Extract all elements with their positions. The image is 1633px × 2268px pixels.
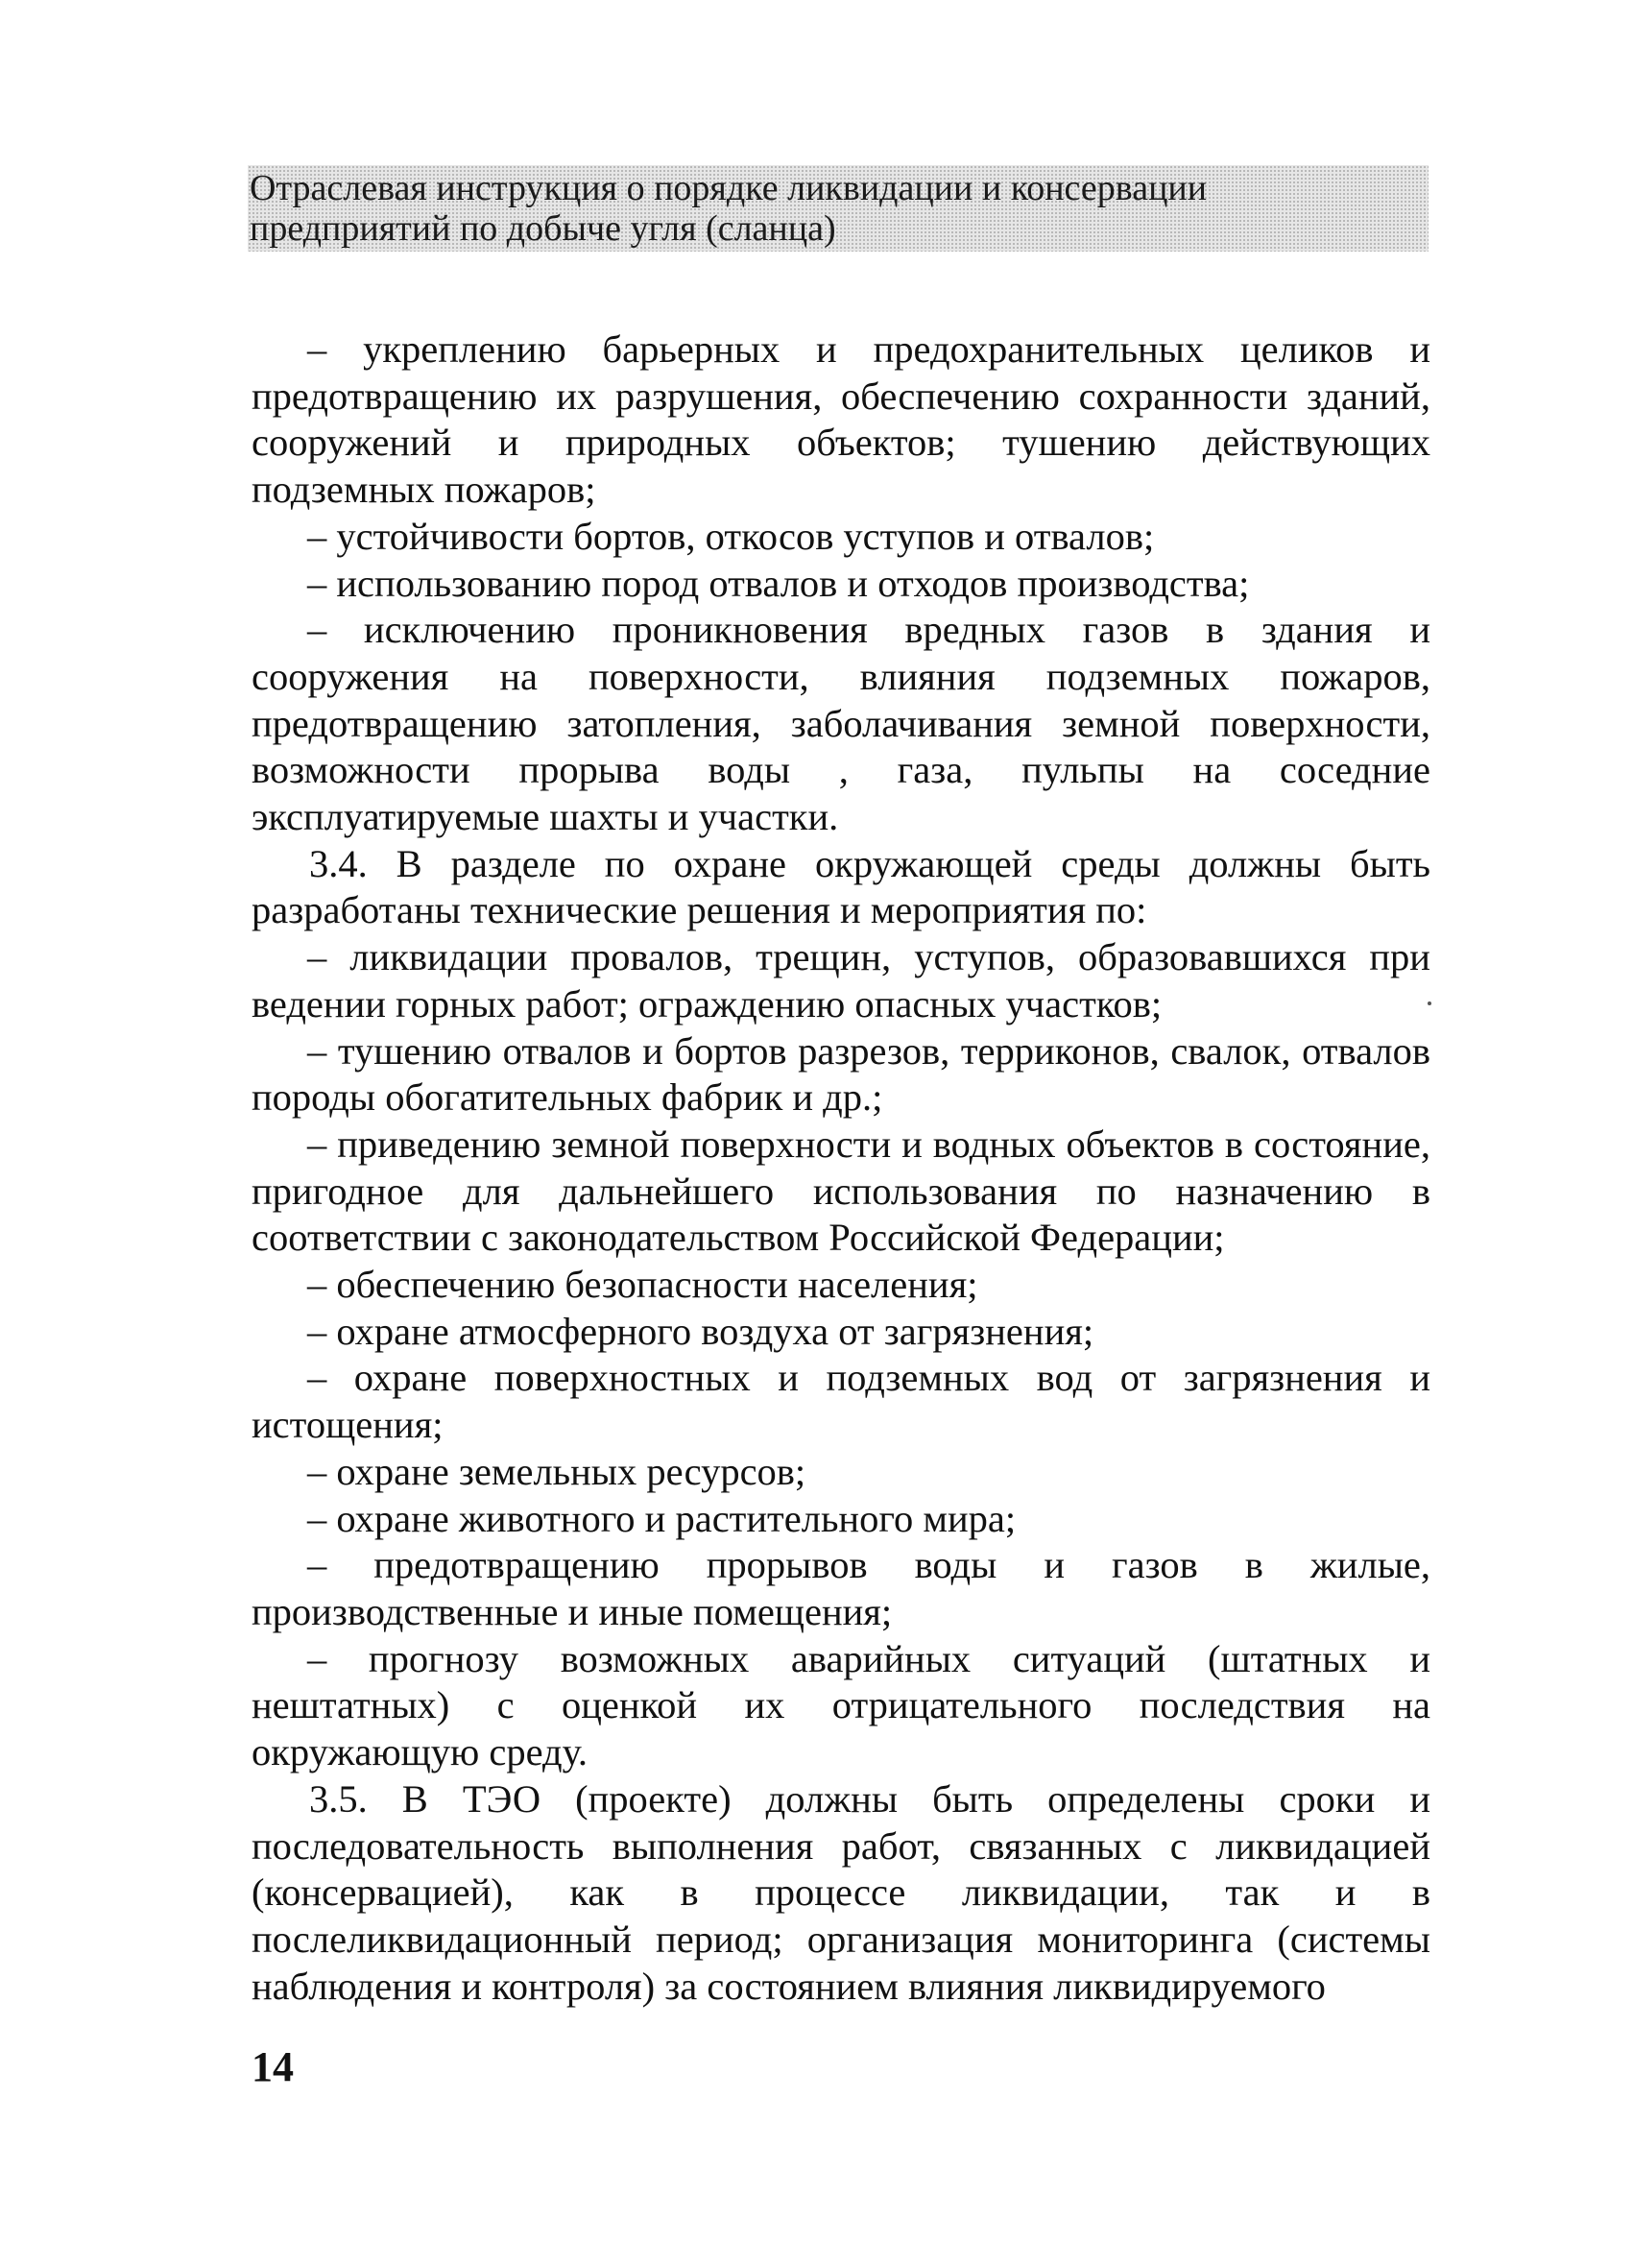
paragraph: – охране атмосферного воздуха от загрязнения; [307, 1309, 1094, 1353]
paragraph: – ликвидации провалов, трещин, уступов, образовавшихся при ведении горных работ; ограждению опасных участков; [252, 935, 1430, 1025]
paragraph: – прогнозу возможных аварийных ситуаций (штатных и нештатных) с оценкой их отрицательного последствия на окружающую среду. [252, 1636, 1430, 1774]
paragraph: – предотвращению прорывов воды и газов в жилые, производственные и иные помещения; [252, 1543, 1430, 1633]
page-number: 14 [252, 2043, 294, 2090]
paragraph: – использованию пород отвалов и отходов производства; [307, 561, 1250, 605]
paragraph: – приведению земной поверхности и водных объектов в состояние, пригодное для дальнейшего использования по назначению в соответствии с законодательством Российской Федерации; [252, 1122, 1430, 1260]
running-header-line-1: Отраслевая инструкция о порядке ликвидации и консервации [250, 168, 1208, 208]
paragraph: – тушению отвалов и бортов разрезов, терриконов, свалок, отвалов породы обогатительных фабрик и др.; [252, 1028, 1430, 1120]
paragraph: – охране животного и растительного мира; [307, 1496, 1017, 1540]
section-paragraph-3-4: 3.4. В разделе по охране окружающей среды должны быть разработаны технические решения и мероприятия по: [252, 841, 1430, 932]
paragraph: – охране поверхностных и подземных вод от загрязнения и истощения; [252, 1356, 1430, 1447]
paragraph: – исключению проникновения вредных газов в здания и сооружения на поверхности, влияния подземных пожаров, предотвращению затопления, заболачивания земной поверхности, возможности прорыва воды , газа, пульпы на соседние эксплуатируемые шахты и участки. [252, 608, 1430, 839]
scan-speck [1428, 1001, 1431, 1005]
running-header [248, 165, 1429, 252]
paragraph: – устойчивости бортов, откосов уступов и отвалов; [307, 514, 1155, 558]
paragraph: – укреплению барьерных и предохранительных целиков и предотвращению их разрушения, обеспечению сохранности зданий, сооружений и природных объектов; тушению действующих подземных пожаров; [252, 327, 1430, 512]
running-header-line-2: предприятий по добыче угля (сланца) [250, 208, 836, 249]
section-paragraph-3-5: 3.5. В ТЭО (проекте) должны быть определены сроки и последовательность выполнения работ, связанных с ликвидацией (консервацией), как в процессе ликвидации, так и в послеликвидационный период; организация мониторинга (системы наблюдения и контроля) за состоянием влияния ликвидируемого [252, 1776, 1430, 2008]
paragraph: – обеспечению безопасности населения; [307, 1263, 978, 1307]
paragraph: – охране земельных ресурсов; [307, 1449, 806, 1493]
body-text [252, 326, 1430, 2010]
